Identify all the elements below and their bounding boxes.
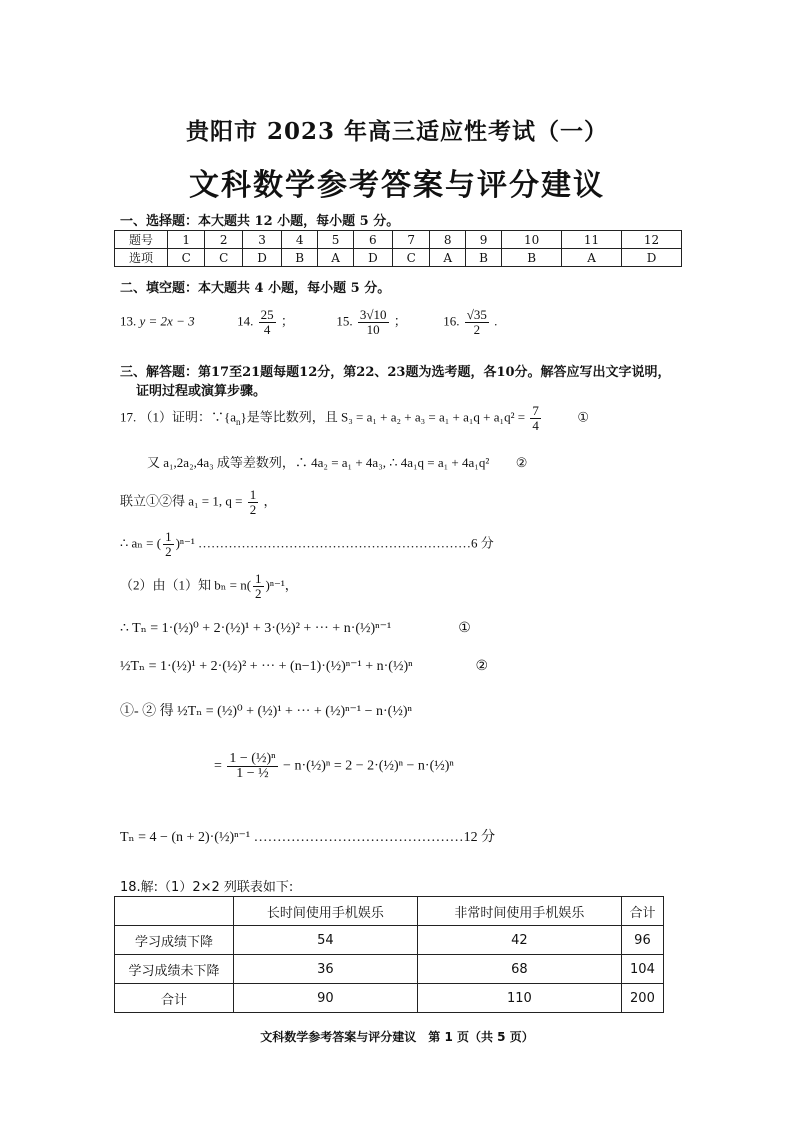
q13-label: 13. [120,313,137,329]
exam-title: 贵阳市 2023 年高三适应性考试（一） [185,118,609,145]
q17-line-7: ½Tₙ = 1·(½)¹ + 2·(½)² + ··· + (n−1)·(½)ⁿ⁻¹ + n·(½)ⁿ ② [120,659,489,674]
table-cell: 36 [234,955,418,984]
table-cell: D [622,249,682,267]
q17-line-6: ∴ Tₙ = 1·(½)⁰ + 2·(½)¹ + 3·(½)² + ··· + n·(½)ⁿ⁻¹ ① [120,621,471,636]
q17-line-1: 17. （1）证明：$\because\{a_n\}$是等比数列，且 S₃ = a₁ + a₂ + a₃ = a₁ + a₁q + a₁q² = $\frac{7}{4}$ ① [120,403,589,433]
table-cell: C [205,249,242,267]
table-cell: 9 [466,231,502,249]
table-cell: D [242,249,281,267]
table-header-row [115,897,664,926]
q15-answer: $\frac{3√10}{10}$ [359,307,387,337]
q14-answer: $\frac{25}{4}$ [260,307,274,337]
answer-row [115,249,682,267]
table-cell: B [502,249,562,267]
table-cell: 200 [621,984,663,1013]
q17-line-4: ∴ aₙ = ( $\frac{1}{2}$ )ⁿ⁻¹ ………………………………………………………6 分 [120,529,494,559]
table-cell: 8 [430,231,466,249]
table-cell: 学习成绩下降 [115,926,234,955]
table-cell: 7 [392,231,429,249]
q17-line-10: Tₙ = 4 − (n + 2)·(½)ⁿ⁻¹ ………………………………………12 分 [120,830,496,845]
page-footer: 文科数学参考答案与评分建议 第 1 页（共 5 页） [260,1030,534,1044]
row-label: 题号 [115,231,168,249]
q17-line-2: 又 a₁,2a₂,4a₃ 成等差数列，∴ 4a₂ = a₁ + 4a₃, ∴ 4a₁q = a₁ + 4a₁q² ② [147,455,528,470]
table-cell: 54 [234,926,418,955]
table-cell: 90 [234,984,418,1013]
q18-intro: 18.解:（1）2×2 列联表如下: [120,880,294,895]
table-row [115,926,664,955]
table-cell: 96 [621,926,663,955]
table-cell: 110 [417,984,621,1013]
table-header-cell: 非常时间使用手机娱乐 [417,897,621,926]
table-cell: C [168,249,205,267]
document-title: 文科数学参考答案与评分建议 [189,168,605,203]
q15-label: 15. [336,313,353,329]
fill-answers-line: 13. y = 2x − 3 14. $\frac{25}{4}$ ； 15. $\frac{3√10}{10}$ ； 16. $\frac{√35}{2}$ . [120,307,498,337]
q17-line-8: ①- ② 得 ½Tₙ = (½)⁰ + (½)¹ + ··· + (½)ⁿ⁻¹ − n·(½)ⁿ [120,704,412,719]
table-cell: 1 [168,231,205,249]
table-cell: 6 [353,231,392,249]
table-cell: 42 [417,926,621,955]
table-cell: 5 [318,231,354,249]
table-cell: A [430,249,466,267]
equation-mark: ② [475,659,489,674]
table-cell: B [282,249,318,267]
question-number-row [115,231,682,249]
q16-answer: $\frac{√35}{2}$ [466,307,487,337]
table-cell: 12 [622,231,682,249]
q17-line-9: = $\frac{\text{1 − (½)ⁿ}}{\text{1 − ½}}$ − n·(½)ⁿ = 2 − 2·(½)ⁿ − n·(½)ⁿ [214,751,454,781]
equation-mark: ② [515,455,528,470]
q16-label: 16. [443,313,460,329]
equation-mark: ① [577,409,589,425]
table-cell: C [392,249,429,267]
section-choice-heading: 一、选择题：本大题共 12 小题，每小题 5 分。 [120,214,400,229]
table-cell: 2 [205,231,242,249]
section-fill-heading: 二、填空题：本大题共 4 小题，每小题 5 分。 [120,281,391,296]
table-header-cell: 合计 [621,897,663,926]
q17-line-3: 联立①②得 a₁ = 1, q = $\frac{1}{2}$ ， [120,487,277,517]
section-solution-heading-cont: 证明过程或演算步骤。 [136,384,267,399]
section-solution-heading: 三、解答题：第17至21题每题12分，第22、23题为选考题，各10分。解答应写出文字说明， [120,365,671,380]
q14-label: 14. [237,313,254,329]
row-label: 选项 [115,249,168,267]
table-cell: A [318,249,354,267]
table-cell: B [466,249,502,267]
table-row [115,955,664,984]
table-row [115,984,664,1013]
table-cell: 104 [621,955,663,984]
table-cell: A [562,249,622,267]
table-cell: 合计 [115,984,234,1013]
table-cell: D [353,249,392,267]
choice-answer-table [114,230,682,267]
table-cell: 68 [417,955,621,984]
table-header-cell [115,897,234,926]
table-header-cell: 长时间使用手机娱乐 [234,897,418,926]
equation-mark: ① [458,621,471,636]
q13-answer: y = 2x − 3 [139,313,195,329]
table-cell: 10 [502,231,562,249]
q17-line-5: （2）由（1）知 bₙ = n( $\frac{1}{2}$ )ⁿ⁻¹， [120,571,298,601]
table-cell: 11 [562,231,622,249]
table-cell: 3 [242,231,281,249]
table-cell: 4 [282,231,318,249]
table-cell: 学习成绩未下降 [115,955,234,984]
contingency-table [114,896,664,1013]
